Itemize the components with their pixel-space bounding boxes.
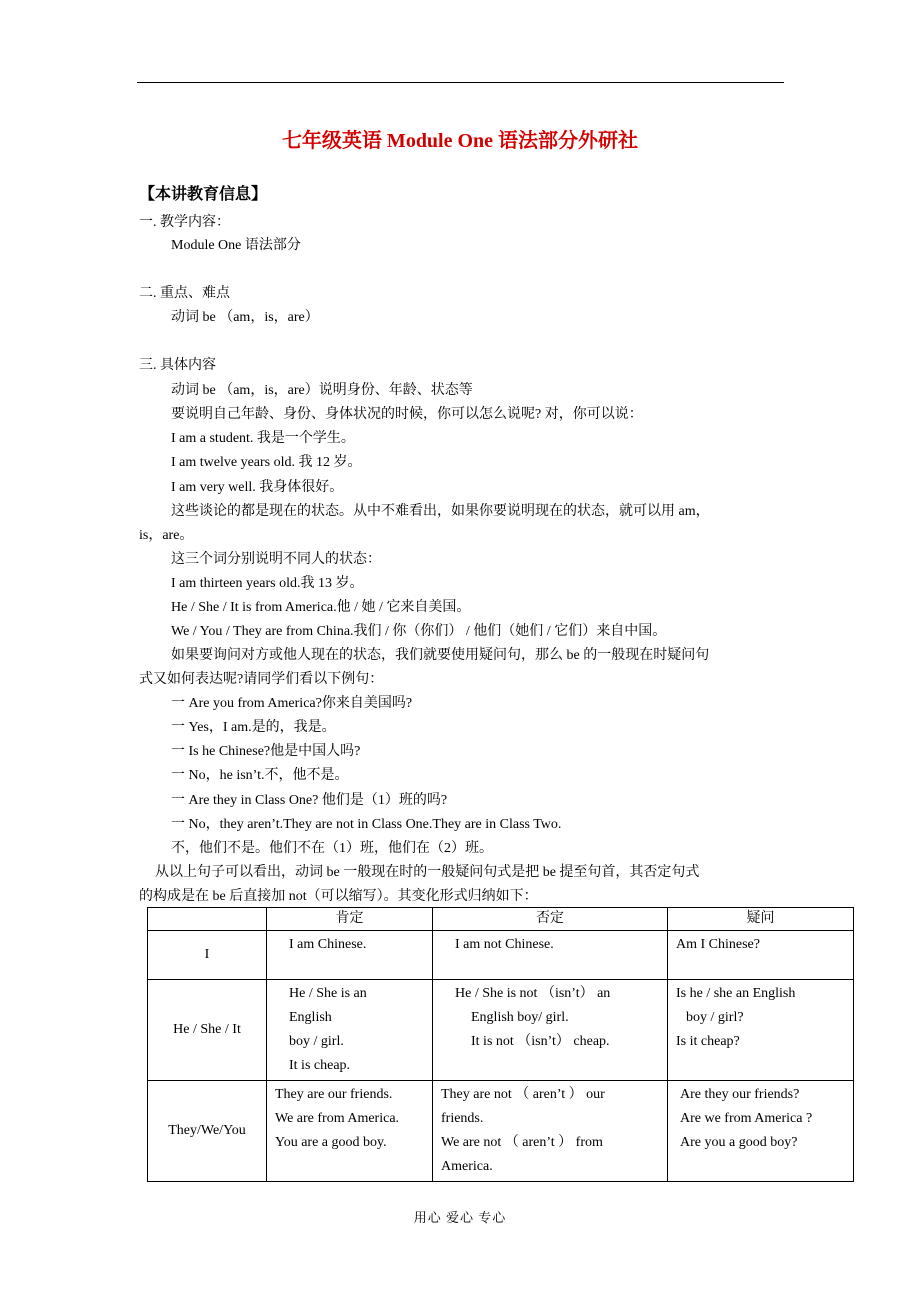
cell-text: English <box>289 1010 332 1025</box>
cell-text: Are you a good boy? <box>680 1135 798 1150</box>
cell-text: America. <box>441 1159 493 1174</box>
dialogue-line: 一 No，they aren’t.They are not in Class One.They are in Class Two. <box>171 817 562 832</box>
table-header-cell <box>148 908 267 931</box>
content-line: I am very well. 我身体很好。 <box>171 480 344 495</box>
cell-text: English boy/ girl. <box>471 1010 569 1025</box>
cell-text: Is it cheap? <box>676 1034 740 1049</box>
affirmative-cell <box>267 980 433 1081</box>
section-1-heading: 一. 教学内容： <box>139 215 230 230</box>
dialogue-line: 一 Yes，I am.是的，我是。 <box>171 720 336 735</box>
content-line: 式又如何表达呢?请同学们看以下例句： <box>139 672 384 687</box>
subject-cell: I <box>148 931 267 980</box>
content-line: 动词 be （am，is，are）说明身份、年龄、状态等 <box>171 383 473 398</box>
subject-cell: They/We/You <box>148 1081 267 1182</box>
cell-text: I am Chinese. <box>289 937 367 952</box>
section-3-heading: 三. 具体内容 <box>139 358 216 373</box>
table-row <box>148 980 854 1081</box>
dialogue-line: 一 Are they in Class One? 他们是（1）班的吗? <box>171 793 448 808</box>
affirmative-cell <box>267 931 433 980</box>
content-line: 从以上句子可以看出，动词 be 一般现在时的一般疑问句式是把 be 提至句首，其否定句式 <box>155 865 700 880</box>
cell-text: boy / girl? <box>686 1010 744 1025</box>
question-cell <box>668 980 854 1081</box>
table-header-row <box>148 908 854 931</box>
cell-text: It is cheap. <box>289 1058 351 1073</box>
table-row <box>148 1081 854 1182</box>
cell-text: We are from America. <box>275 1111 400 1126</box>
table-header-cell: 疑问 <box>668 908 854 931</box>
cell-text: I am not Chinese. <box>455 937 554 952</box>
dialogue-line: 一 No，he isn’t.不，他不是。 <box>171 768 349 783</box>
cell-text: You are a good boy. <box>275 1135 387 1150</box>
negative-cell <box>433 980 668 1081</box>
content-line: I am thirteen years old.我 13 岁。 <box>171 576 364 591</box>
affirmative-cell <box>267 1081 433 1182</box>
content-line: 要说明自己年龄、身份、身体状况的时候，你可以怎么说呢? 对，你可以说： <box>171 407 643 422</box>
cell-text: Is he / she an English <box>676 986 796 1001</box>
subject-cell: He / She / It <box>148 980 267 1081</box>
content-line: is，are。 <box>139 528 194 543</box>
table-header-cell: 否定 <box>433 908 668 931</box>
section-header: 【本讲教育信息】 <box>139 186 268 203</box>
cell-text: boy / girl. <box>289 1034 344 1049</box>
negative-cell <box>433 1081 668 1182</box>
cell-text: They are our friends. <box>275 1087 393 1102</box>
content-line: We / You / They are from China.我们 / 你（你们） / 他们（她们 / 它们）来自中国。 <box>171 624 667 639</box>
header-rule <box>137 82 784 83</box>
section-1-text: Module One 语法部分 <box>171 238 301 253</box>
cell-text: Are they our friends? <box>680 1087 800 1102</box>
content-line: 的构成是在 be 后直接加 not（可以缩写）。其变化形式归纳如下： <box>139 889 538 904</box>
question-cell <box>668 931 854 980</box>
content-line: 如果要询问对方或他人现在的状态，我们就要使用疑问句，那么 be 的一般现在时疑问句 <box>171 648 710 663</box>
question-cell <box>668 1081 854 1182</box>
cell-text: He / She is not （isn’t） an <box>455 986 611 1001</box>
cell-text: friends. <box>441 1111 484 1126</box>
page-title: 七年级英语 Module One 语法部分外研社 <box>281 130 639 152</box>
content-line: I am a student. 我是一个学生。 <box>171 431 355 446</box>
dialogue-line: 一 Is he Chinese?他是中国人吗? <box>171 744 361 759</box>
conjugation-table <box>147 907 854 1182</box>
table-header-cell: 肯定 <box>267 908 433 931</box>
content-line: I am twelve years old. 我 12 岁。 <box>171 455 362 470</box>
cell-text: We are not （ aren’t ） from <box>441 1135 603 1150</box>
cell-text: It is not （isn’t） cheap. <box>471 1034 610 1049</box>
negative-cell <box>433 931 668 980</box>
cell-text: Are we from America ? <box>680 1111 813 1126</box>
content-line: 这三个词分别说明不同人的状态： <box>171 552 381 567</box>
cell-text: He / She is an <box>289 986 367 1001</box>
cell-text: They are not （ aren’t ） our <box>441 1087 605 1102</box>
section-2-text: 动词 be （am，is，are） <box>171 310 319 325</box>
content-line: He / She / It is from America.他 / 她 / 它来自美国。 <box>171 600 471 615</box>
table-row <box>148 931 854 980</box>
content-line: 不，他们不是。他们不在（1）班，他们在（2）班。 <box>171 841 493 856</box>
section-2-heading: 二. 重点、难点 <box>139 286 230 301</box>
page-footer: 用心 爱心 专心 <box>413 1210 507 1225</box>
cell-text: Am I Chinese? <box>676 937 760 952</box>
dialogue-line: 一 Are you from America?你来自美国吗? <box>171 696 413 711</box>
content-line: 这些谈论的都是现在的状态。从中不难看出，如果你要说明现在的状态，就可以用 am， <box>171 504 710 519</box>
